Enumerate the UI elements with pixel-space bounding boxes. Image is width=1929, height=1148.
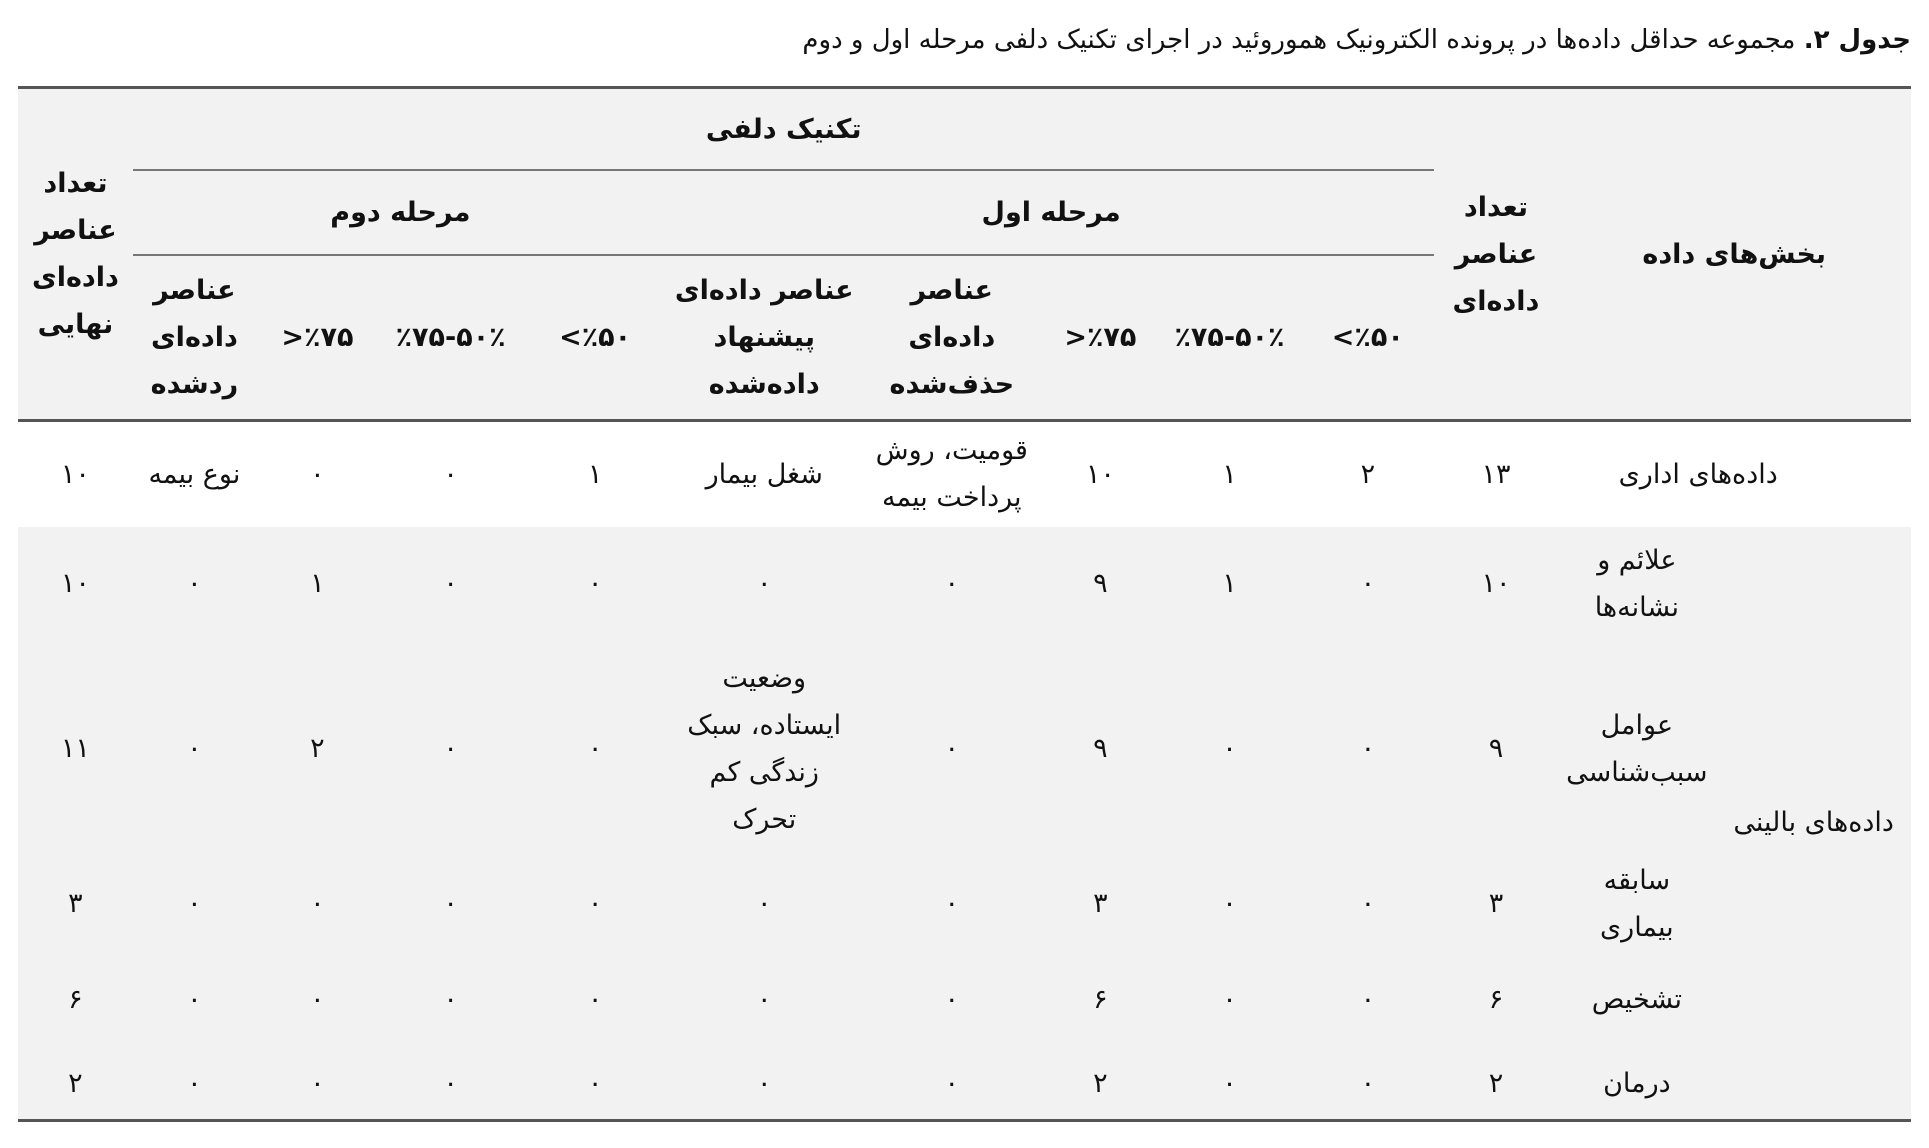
cell-r2-rejected: ۰ [133,1049,256,1121]
header-section: بخش‌های داده [1557,88,1911,421]
table-row [18,641,1911,857]
cell-r1-gt75: ۳ [1043,857,1158,951]
row-section: درمان [1557,1049,1716,1121]
cell-r2-gt75: ۰ [256,1049,379,1121]
header-r1-50-75: ٪۷۵-۵۰٪ [1158,255,1301,421]
cell-r1-lt50: ۰ [1301,527,1434,641]
cell-r1-50-75: ۰ [1158,857,1301,951]
cell-r1-removed: ۰ [861,527,1043,641]
row-section: عوامل سبب‌شناسی [1557,641,1716,857]
cell-r1-gt75: ۹ [1043,641,1158,857]
row-section: داده‌های اداری [1557,421,1911,527]
cell-r1-gt75: ۹ [1043,527,1158,641]
table-caption [18,18,1911,62]
table-row [18,527,1911,641]
cell-r1-proposed: ۰ [668,857,861,951]
cell-count: ۹ [1434,641,1557,857]
cell-r1-proposed: ۰ [668,527,861,641]
row-section: تشخیص [1557,951,1716,1049]
cell-r2-50-75: ۰ [379,1049,522,1121]
cell-r1-gt75: ۱۰ [1043,421,1158,527]
cell-r1-lt50: ۰ [1301,857,1434,951]
cell-r1-gt75: ۲ [1043,1049,1158,1121]
caption-text: مجموعه حداقل داده‌ها در پرونده الکترونیک هموروئید در اجرای تکنیک دلفی مرحله اول و دوم [802,25,1796,55]
cell-final: ۱۰ [18,527,133,641]
cell-r2-gt75: ۱ [256,527,379,641]
cell-r2-gt75: ۲ [256,641,379,857]
cell-r1-removed: قومیت، روش پرداخت بیمه [861,421,1043,527]
cell-r2-rejected: نوع بیمه [133,421,256,527]
table-body [18,421,1911,1121]
cell-r2-lt50: ۰ [522,857,668,951]
cell-r2-rejected: ۰ [133,641,256,857]
cell-final: ۱۰ [18,421,133,527]
cell-count: ۱۰ [1434,527,1557,641]
cell-r2-lt50: ۰ [522,641,668,857]
table-header [18,88,1911,421]
cell-r2-lt50: ۰ [522,951,668,1049]
header-r2-gt75: ٪۷۵< [256,255,379,421]
row-section: سابقه بیماری [1557,857,1716,951]
cell-final: ۱۱ [18,641,133,857]
cell-r1-50-75: ۱ [1158,421,1301,527]
cell-r2-gt75: ۰ [256,951,379,1049]
header-r1-removed: عناصر داده‌ای حذف‌شده [861,255,1043,421]
cell-r1-removed: ۰ [861,641,1043,857]
table-row [18,1049,1911,1121]
cell-final: ۲ [18,1049,133,1121]
header-round2: مرحله دوم [133,170,668,255]
caption-label: جدول ۲. [1803,25,1911,55]
cell-r2-50-75: ۰ [379,527,522,641]
table-row [18,857,1911,951]
cell-r2-rejected: ۰ [133,527,256,641]
cell-r2-50-75: ۰ [379,641,522,857]
cell-r2-lt50: ۰ [522,1049,668,1121]
cell-r1-proposed: ۰ [668,951,861,1049]
cell-r1-50-75: ۰ [1158,951,1301,1049]
cell-r1-lt50: ۰ [1301,951,1434,1049]
cell-r1-lt50: ۲ [1301,421,1434,527]
cell-r1-lt50: ۰ [1301,1049,1434,1121]
cell-r2-rejected: ۰ [133,951,256,1049]
cell-r1-50-75: ۰ [1158,641,1301,857]
cell-r1-proposed: شغل بیمار [668,421,861,527]
cell-count: ۶ [1434,951,1557,1049]
header-r1-gt75: ٪۷۵< [1043,255,1158,421]
cell-r1-proposed: ۰ [668,1049,861,1121]
header-r2-lt50: ٪۵۰> [522,255,668,421]
header-r1-lt50: ٪۵۰> [1301,255,1434,421]
header-element-count: تعداد عناصر داده‌ای [1434,88,1557,421]
cell-r2-50-75: ۰ [379,951,522,1049]
clinical-group-label: داده‌های بالینی [1716,527,1911,1121]
row-section: علائم و نشانه‌ها [1557,527,1716,641]
cell-r2-lt50: ۱ [522,421,668,527]
cell-final: ۳ [18,857,133,951]
cell-r2-lt50: ۰ [522,527,668,641]
cell-r2-gt75: ۰ [256,857,379,951]
header-final-count: تعداد عناصر داده‌ای نهایی [18,88,133,421]
table-row [18,951,1911,1049]
cell-r2-50-75: ۰ [379,857,522,951]
cell-r2-50-75: ۰ [379,421,522,527]
header-r1-proposed: عناصر داده‌ای پیشنهاد داده‌شده [668,255,861,421]
cell-r1-removed: ۰ [861,951,1043,1049]
header-round1: مرحله اول [668,170,1435,255]
cell-r2-rejected: ۰ [133,857,256,951]
cell-count: ۲ [1434,1049,1557,1121]
cell-count: ۱۳ [1434,421,1557,527]
header-r2-50-75: ٪۷۵-۵۰٪ [379,255,522,421]
cell-r1-50-75: ۰ [1158,1049,1301,1121]
header-r2-rejected: عناصر داده‌ای ردشده [133,255,256,421]
cell-r1-50-75: ۱ [1158,527,1301,641]
header-delphi: تکنیک دلفی [133,88,1435,171]
cell-r1-removed: ۰ [861,1049,1043,1121]
delphi-table [18,86,1911,1122]
cell-r1-lt50: ۰ [1301,641,1434,857]
cell-final: ۶ [18,951,133,1049]
table-row [18,421,1911,527]
cell-r1-proposed: وضعیت ایستاده، سبک زندگی کم تحرک [668,641,861,857]
cell-r1-gt75: ۶ [1043,951,1158,1049]
cell-r1-removed: ۰ [861,857,1043,951]
cell-r2-gt75: ۰ [256,421,379,527]
cell-count: ۳ [1434,857,1557,951]
